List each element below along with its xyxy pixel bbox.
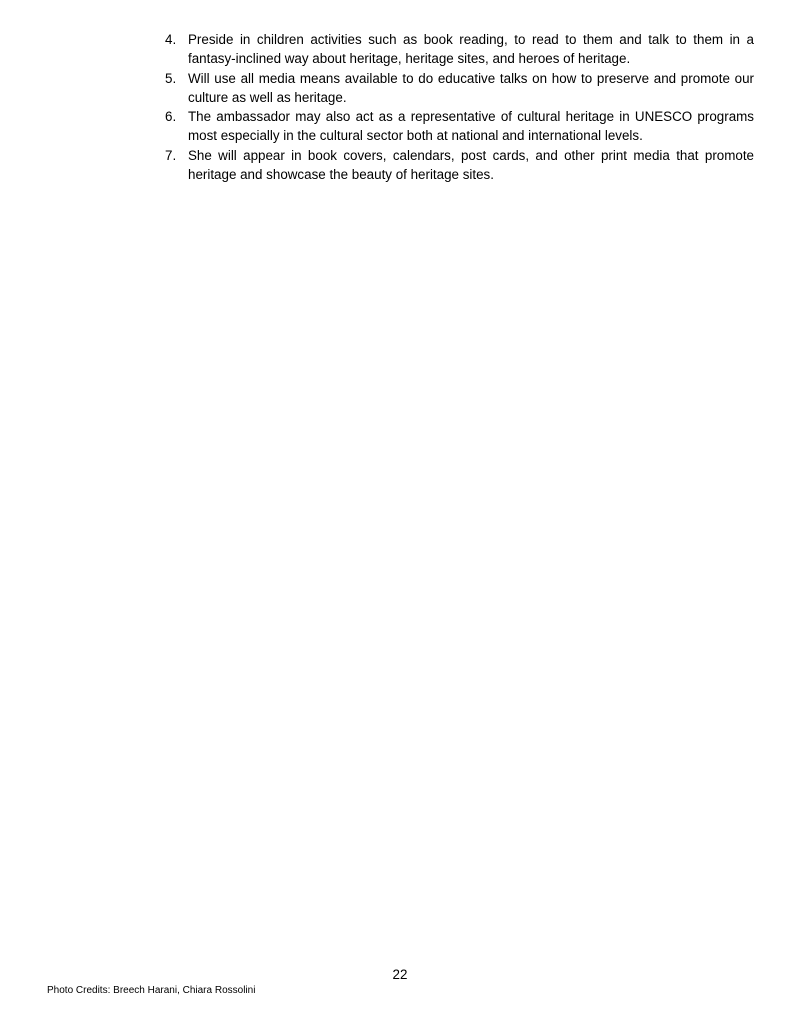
photo-credits: Photo Credits: Breech Harani, Chiara Rossolini (47, 985, 256, 996)
list-item-number: 7. (165, 147, 177, 163)
list-item-text: Will use all media means available to do educative talks on how to preserve and promote our culture as well as heritage. (188, 70, 754, 105)
list-item-number: 5. (165, 70, 177, 86)
list-item (165, 146, 754, 185)
ambassador-duties-list (165, 30, 754, 184)
list-item-text: She will appear in book covers, calendars, post cards, and other print media that promote heritage and showcase the beauty of heritage sites. (188, 147, 754, 183)
list-item (165, 107, 754, 146)
list-item (165, 69, 754, 108)
list-item-text: Preside in children activities such as book reading, to read to them and talk to them in a fantasy-inclined way about heritage, heritage sites, and heroes of heritage. (188, 32, 754, 67)
list-item-text: The ambassador may also act as a representative of cultural heritage in UNESCO programs most especially in the cultural sector both at national and international levels. (188, 109, 754, 144)
page-number: 22 (392, 967, 408, 982)
list-item-number: 6. (165, 109, 177, 125)
list-item (165, 30, 754, 69)
list-item-number: 4. (165, 32, 177, 47)
